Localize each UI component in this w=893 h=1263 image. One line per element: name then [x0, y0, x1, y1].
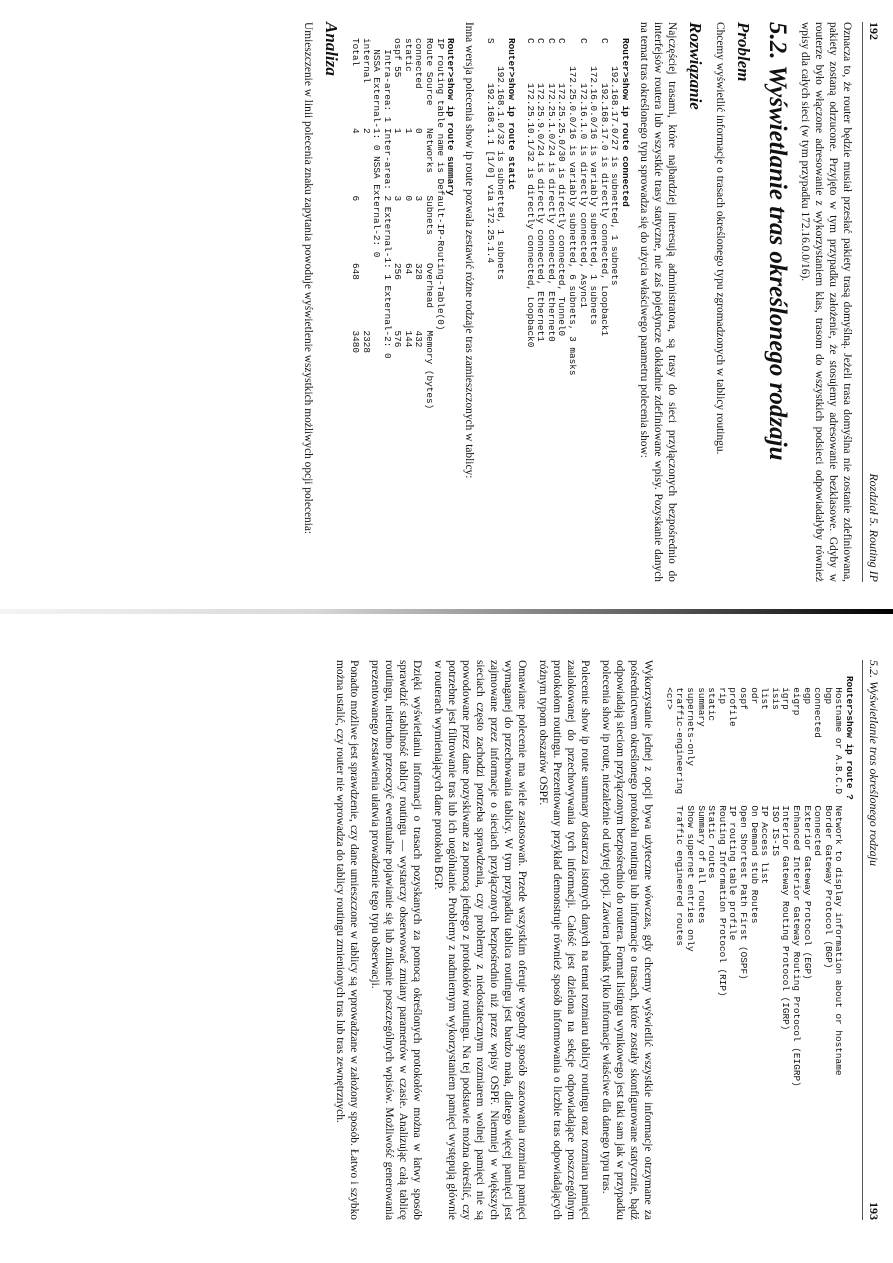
running-header	[862, 22, 881, 582]
paragraph-4: Dzięki wyświetlaniu informacji o trasach pozyskanych za pomocą określonych protokołów można w łatwy sposób sprawdzić stabilność tablicy routingu — wystarczy obserwować zmiany parametrów w czasie. Analizując całą tablicę routingu, nietrudno przeoczyć ewentualne pojawianie się lub znikanie poszczególnych wpisów. Możliwość generowania prezentowanego zestawienia ułatwia prowadzenie tego typu obserwacji.	[369, 660, 424, 1220]
solution-text: Najczęściej trasami, które najbardziej interesują administratora, są trasy do sieci przyłączonych bezpośrednio do interfejsów routera lub wszystkie trasy statyczne, nie zaś pojedyncze dokładnie zdefiniowane wpisy. Pozyskanie danych na temat tras określonego typu sprowadza się do użycia właściwego parametru polecenia show:	[638, 22, 678, 582]
page-192-content	[101, 22, 881, 582]
code-output: 192.168.17.0/27 is subnetted, 1 subnets C 192.168.17.0 is directly connected, Loopback1 172.16.0.0/16 is variably subnetted, 1 subnets C 172.16.1.0 is directly connected, Async1 172.25.0.0/16 is variably subnetted, 6 subnets, 3 masks C 172.25.25.0/30 is directly connected, Tunnel0 C 172.25.1.0/24 is directly connected, Ethernet0 C 172.25.9.0/24 is directly connected, Ethernet1 C 172.25.10.1/32 is directly connected, Loopback0	[524, 38, 621, 376]
book-spine-shadow	[0, 598, 893, 626]
code-output: 192.168.1.0/32 is subnetted, 1 subnets S 192.168.1.1 [1/0] via 172.25.1.4	[484, 38, 507, 280]
paragraph-3: Omawiane polecenie ma wiele zastosowań. Przede wszystkim oferuje wygodny sposób szacowania rozmiaru pamięci wymaganej do przechowania tablicy. W tym przypadku tablica routingu jest bardzo mała, dlatego więcej pamięci jest zajmowane przez informacje o sieciach przyłączonych bezpośrednio niż przez wpisy OSPF. Niemniej w większych sieciach często zachodzi potrzeba sprawdzenia, czy problemy z niedostatecznym rozmiarem wolnej pamięci nie są powodowane przez dane pozyskiwane za pomocą jednego z protokołów routingu. Na tej podstawie można określić, czy potrzebne jest filtrowanie tras lub ich uogólnianie. Problemy z nadmiernym wykorzystaniem pamięci występują głównie w routerach wymieniających dane protokołu BGP.	[432, 660, 529, 1220]
spine-gradient	[0, 609, 893, 614]
paragraph-2: Polecenie show ip route summary dostarcza istotnych danych na temat rozmiaru tablicy routingu oraz rozmiaru pamięci zaalokowanej do przechowywania tych informacji. Całość jest dzielona na sekcje odpowiadające poszczególnym protokołom routingu. Prezentowany przykład demonstruje również sposób informowania o liczbie tras odpowiadających różnym typom obszarów OSPF.	[537, 660, 592, 1220]
section-running-title: 5.2. Wyświetlanie tras określonego rodzaju	[867, 660, 881, 866]
code-command: Router>show ip route ?	[844, 676, 855, 800]
paragraph-5: Ponadto możliwe jest sprawdzenie, czy dane umieszczone w tablicy są wprowadzane w założony sposób. Łatwo i szybko można ustalić, czy router nie wprowadza do tablicy routingu zmienionych tras lub tras zewnętrznych.	[334, 660, 361, 1220]
solution-heading: Rozwiązanie	[686, 22, 705, 110]
page-192	[93, 0, 893, 590]
analysis-text: Umieszczenie w linii polecenia znaku zapytania powoduje wyświetlenie wszystkich możliwych opcji polecenia:	[302, 22, 315, 535]
intro-paragraph: Oznacza to, że router będzie musiał przesłać pakiety trasą domyślną. Jeżeli trasa domyślna nie zostanie zdefiniowana, pakiety zostaną odrzucone. Przyjęto w tym przypadku założenie, że stosujemy adresowanie bezklasowe. Gdyby w routerze było włączone adresowanie z wykorzystaniem klas, trasom do wszystkich podsieci odpowiadałyby również wpisy dla całych sieci (w tym przypadku 172.16.0.0/16).	[799, 22, 853, 582]
code-command: Router>show ip route connected	[620, 38, 631, 207]
code-command: Router>show ip route static	[506, 38, 518, 190]
problem-text: Chcemy wyświetlić informacje o trasach określonego typu zgromadzonych w tablicy routingu.	[714, 22, 726, 455]
running-header	[862, 660, 881, 1220]
page-193-content	[101, 660, 881, 1220]
code-output: IP routing table name is Default-IP-Routing-Table(0) Route Source Networks Subnets Overhead Memory (bytes) connected 0 3 328 432 static 1 0 64 144 ospf 55 1 3 256 576 Intra-area: 1 Inter-area: 2 External-1: 1 External-2: 0 NSSA External-1: 0 NSSA External-2: 0 internal 2 2328 Total 4 6 648 3480	[349, 38, 446, 410]
code-output: Hostname or A.B.C.D Network to display information about or hostname bgp Border Gateway Protocol (BGP) connected Connected egp Exterior Gateway Protocol (EGP) eigrp Enhanced Interior Gateway Routing Protocol (EIGRP) igrp Interior Gateway Routing Protocol (IGRP) isis ISO IS-IS list IP Access list odr On Demand stub Routes ospf Open Shortest Path First (OSPF) profile IP routing table profile rip Routing Information Protocol (RIP) static Static routes summary Summary of all routes supernets-only Show supernet entries only traffic-engineering Traffic engineered routes <cr>	[663, 687, 845, 1087]
chapter-title: Rozdział 5. Routing IP	[867, 473, 881, 582]
code-connected	[524, 38, 630, 582]
code-summary	[349, 38, 455, 582]
section-title: 5.2. Wyświetlanie tras określonego rodzaju	[764, 22, 791, 461]
page-number: 192	[867, 22, 881, 40]
problem-heading: Problem	[734, 22, 753, 82]
code-help	[663, 676, 854, 1220]
page-number: 193	[867, 1202, 881, 1220]
analysis-heading: Analiza	[322, 22, 342, 76]
code-command: Router>show ip route summary	[445, 38, 457, 196]
summary-text: Inna wersja polecenia show ip route pozwala zestawić różne rodzaje tras zamieszczonych w tablicy:	[463, 22, 476, 479]
code-static	[484, 38, 516, 582]
page-193	[93, 638, 893, 1228]
paragraph-1: Wykorzystanie jednej z opcji bywa użyteczne wówczas, gdy chcemy wyświetlić wszystkie informacje otrzymane za pośrednictwem określonego protokołu routingu lub informacje o trasach, które zostały skonfigurowane statycznie, bądź odpowiadają sieciom przyłączonym bezpośrednio do routera. Format listingu wynikowego jest taki sam jak w przypadku polecenia show ip route, niezależnie od użytej opcji. Zawiera jednak tylko informacje właściwe dla danego typu tras.	[600, 660, 655, 1220]
